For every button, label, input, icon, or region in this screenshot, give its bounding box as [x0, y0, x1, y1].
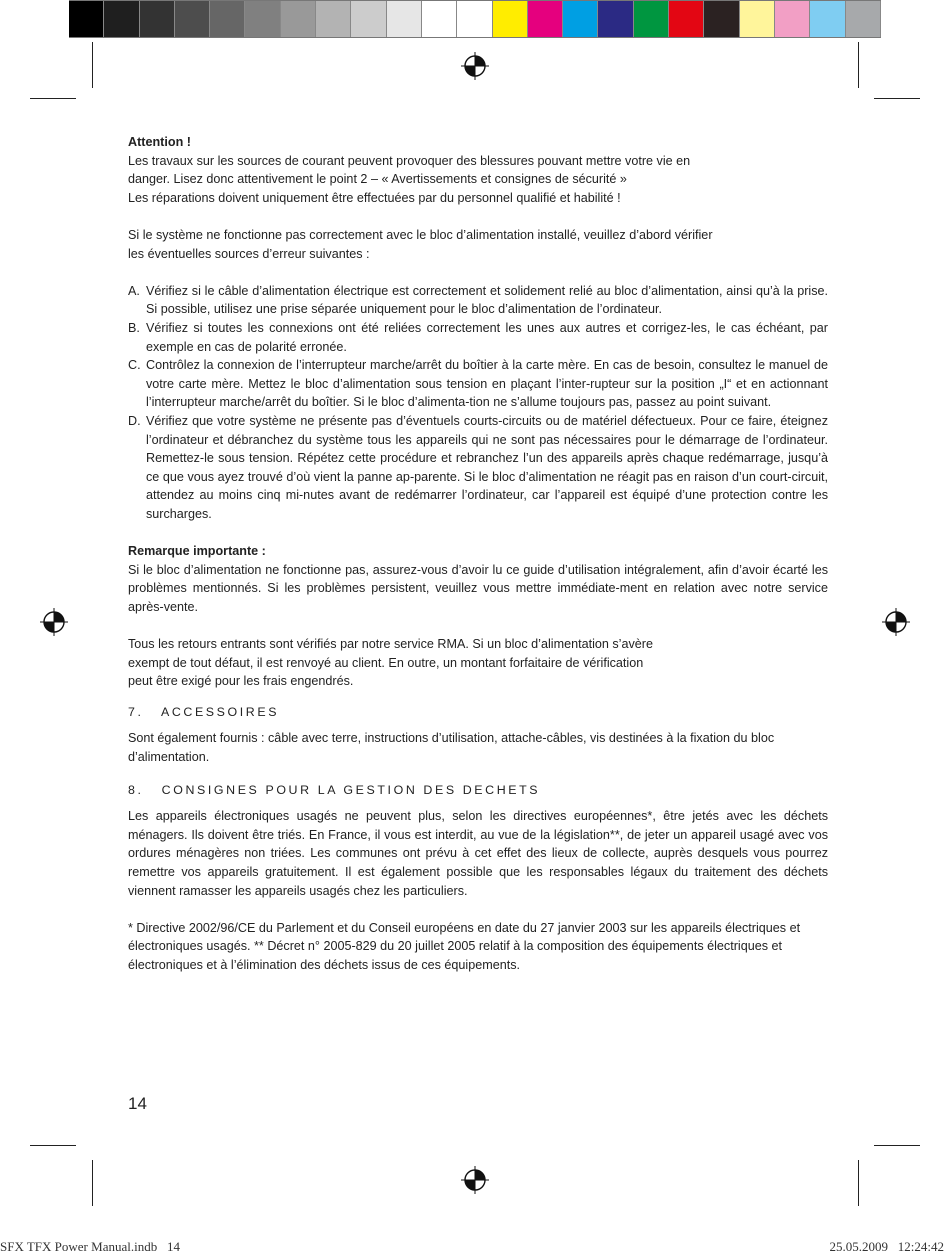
crop-mark	[30, 98, 76, 99]
rma-line: Tous les retours entrants sont vérifiés par notre service RMA. Si un bloc d’alimentation s’avère	[128, 637, 653, 652]
attention-line: Les réparations doivent uniquement être effectuées par du personnel qualifié et habilité !	[128, 190, 621, 205]
list-item-text: Vérifiez si le câble d’alimentation électrique est correctement et solidement relié au bloc d’alimentation, ainsi qu’à la prise. Si possible, utilisez une prise séparée uniquement pour le bloc d’alimentation de l’ordinateur.	[146, 283, 828, 317]
registration-mark-icon	[40, 608, 68, 636]
list-marker: B.	[128, 320, 140, 335]
crop-mark	[92, 42, 93, 88]
color-swatch	[810, 1, 845, 37]
list-item-text: Vérifiez que votre système ne présente pas d’éventuels courts-circuits ou de matériel défectueux. Pour ce faire, éteignez l’ordinateur et débranchez du système tous les appareils qui ne sont pas nécessaires pour le démarrage de l’ordinateur. Remettez-le sous tension. Répétez cette procédure et rebranchez l’un des appareils après chaque redémarrage, jusqu’à ce que vous ayez trouvé d’où vient la panne ap-parente. Si le bloc d’alimentation ne réagit pas en raison d’un court-circuit, attendez au moins cinq mi-nutes avant de redémarrer l’ordinateur, car l’appareil est équipé d’une protection contre les surcharges.	[146, 413, 828, 521]
remark-text: Si le bloc d’alimentation ne fonctionne pas, assurez-vous d’avoir lu ce guide d’utilisation intégralement, afin d’avoir écarté les problèmes mentionnés. Si les problèmes persistent, veuillez vous mettre immédiate-ment en relation avec notre service après-vente.	[128, 562, 828, 614]
crop-mark	[858, 1160, 859, 1206]
crop-mark	[30, 1145, 76, 1146]
color-swatch	[175, 1, 210, 37]
crop-mark	[858, 42, 859, 88]
attention-line: danger. Lisez donc attentivement le point 2 – « Avertissements et consignes de sécurité »	[128, 172, 627, 187]
attention-heading: Attention !	[128, 135, 191, 149]
color-swatch	[387, 1, 422, 37]
section-7-heading: 7. ACCESSOIRES	[128, 704, 280, 719]
list-item	[128, 412, 828, 524]
troubleshooting-list	[128, 282, 828, 524]
list-marker: C.	[128, 358, 141, 373]
intro-line: Si le système ne fonctionne pas correctement avec le bloc d’alimentation installé, veuillez d’abord vérifier	[128, 227, 713, 242]
list-marker: A.	[128, 283, 140, 298]
slug-right: 25.05.2009 12:24:42	[829, 1239, 944, 1254]
color-swatch	[422, 1, 457, 37]
color-swatch	[846, 1, 881, 37]
section-7-text: Sont également fournis : câble avec terre, instructions d’utilisation, attache-câbles, vis destinées à la fixation du bloc d’alimentation.	[128, 731, 775, 764]
rma-line: peut être exigé pour les frais engendrés.	[128, 674, 354, 689]
color-swatch	[245, 1, 280, 37]
attention-line: Les travaux sur les sources de courant peuvent provoquer des blessures pouvant mettre votre vie en	[128, 153, 691, 168]
color-swatch	[704, 1, 739, 37]
color-swatch	[457, 1, 492, 37]
list-item	[128, 319, 828, 356]
color-swatch	[351, 1, 386, 37]
color-swatch	[775, 1, 810, 37]
list-item-text: Contrôlez la connexion de l’interrupteur marche/arrêt du boîtier à la carte mère. En cas de besoin, consultez le manuel de votre carte mère. Mettez le bloc d’alimentation sous tension en plaçant l’inter-rupteur sur la position „I“ et en actionnant l’interrupteur marche/arrêt du boîtier. Si le bloc d’alimenta-tion ne s’allume toujours pas, passez au point suivant.	[146, 358, 828, 410]
color-swatch	[740, 1, 775, 37]
intro-line: les éventuelles sources d’erreur suivantes :	[128, 246, 370, 261]
color-swatch	[634, 1, 669, 37]
rma-line: exempt de tout défaut, il est renvoyé au client. En outre, un montant forfaitaire de vérification	[128, 655, 644, 670]
registration-mark-icon	[461, 52, 489, 80]
color-swatch	[528, 1, 563, 37]
page-number: 14	[128, 1094, 147, 1113]
crop-mark	[874, 98, 920, 99]
crop-mark	[874, 1145, 920, 1146]
color-swatch	[493, 1, 528, 37]
color-swatch	[104, 1, 139, 37]
section-8-heading: 8. CONSIGNES POUR LA GESTION DES DECHETS	[128, 782, 541, 797]
list-marker: D.	[128, 413, 141, 428]
section-8-text: Les appareils électroniques usagés ne peuvent plus, selon les directives européennes*, être jetés avec les déchets ménagers. Ils doivent être triés. En France, il vous est interdit, au vue de la législation**, de jeter un appareil usagé avec vos ordures ménagères non triées. Les communes ont prévu à cet effet des lieux de collecte, auprès desquels vous pourrez remettre vos appareils gratuitement. Il est également possible que les responsables légaux du traitement des déchets viennent ramasser les appareils usagés chez les particuliers.	[128, 809, 828, 898]
section-8-footnote: * Directive 2002/96/CE du Parlement et du Conseil européens en date du 27 janvier 2003 sur les appareils électriques et électroniques usagés. ** Décret n° 2005-829 du 20 juillet 2005 relatif à la composition des équipements électriques et électroniques et à l’élimination des déchets issus de ces équipements.	[128, 920, 801, 972]
remark-heading: Remarque importante :	[128, 544, 266, 559]
slug-left: SFX TFX Power Manual.indb 14	[0, 1239, 180, 1254]
registration-mark-icon	[461, 1166, 489, 1194]
list-item-text: Vérifiez si toutes les connexions ont été reliées correctement les unes aux autres et corrigez-les, le cas échéant, par exemple en cas de polarité erronée.	[146, 320, 828, 354]
color-swatch	[210, 1, 245, 37]
crop-mark	[92, 1160, 93, 1206]
registration-mark-icon	[882, 608, 910, 636]
list-item	[128, 356, 828, 412]
color-calibration-bar	[69, 0, 881, 38]
color-swatch	[140, 1, 175, 37]
color-swatch	[316, 1, 351, 37]
color-swatch	[598, 1, 633, 37]
color-swatch	[563, 1, 598, 37]
page-content	[128, 133, 828, 975]
color-swatch	[669, 1, 704, 37]
color-swatch	[281, 1, 316, 37]
list-item	[128, 282, 828, 319]
color-swatch	[69, 1, 104, 37]
